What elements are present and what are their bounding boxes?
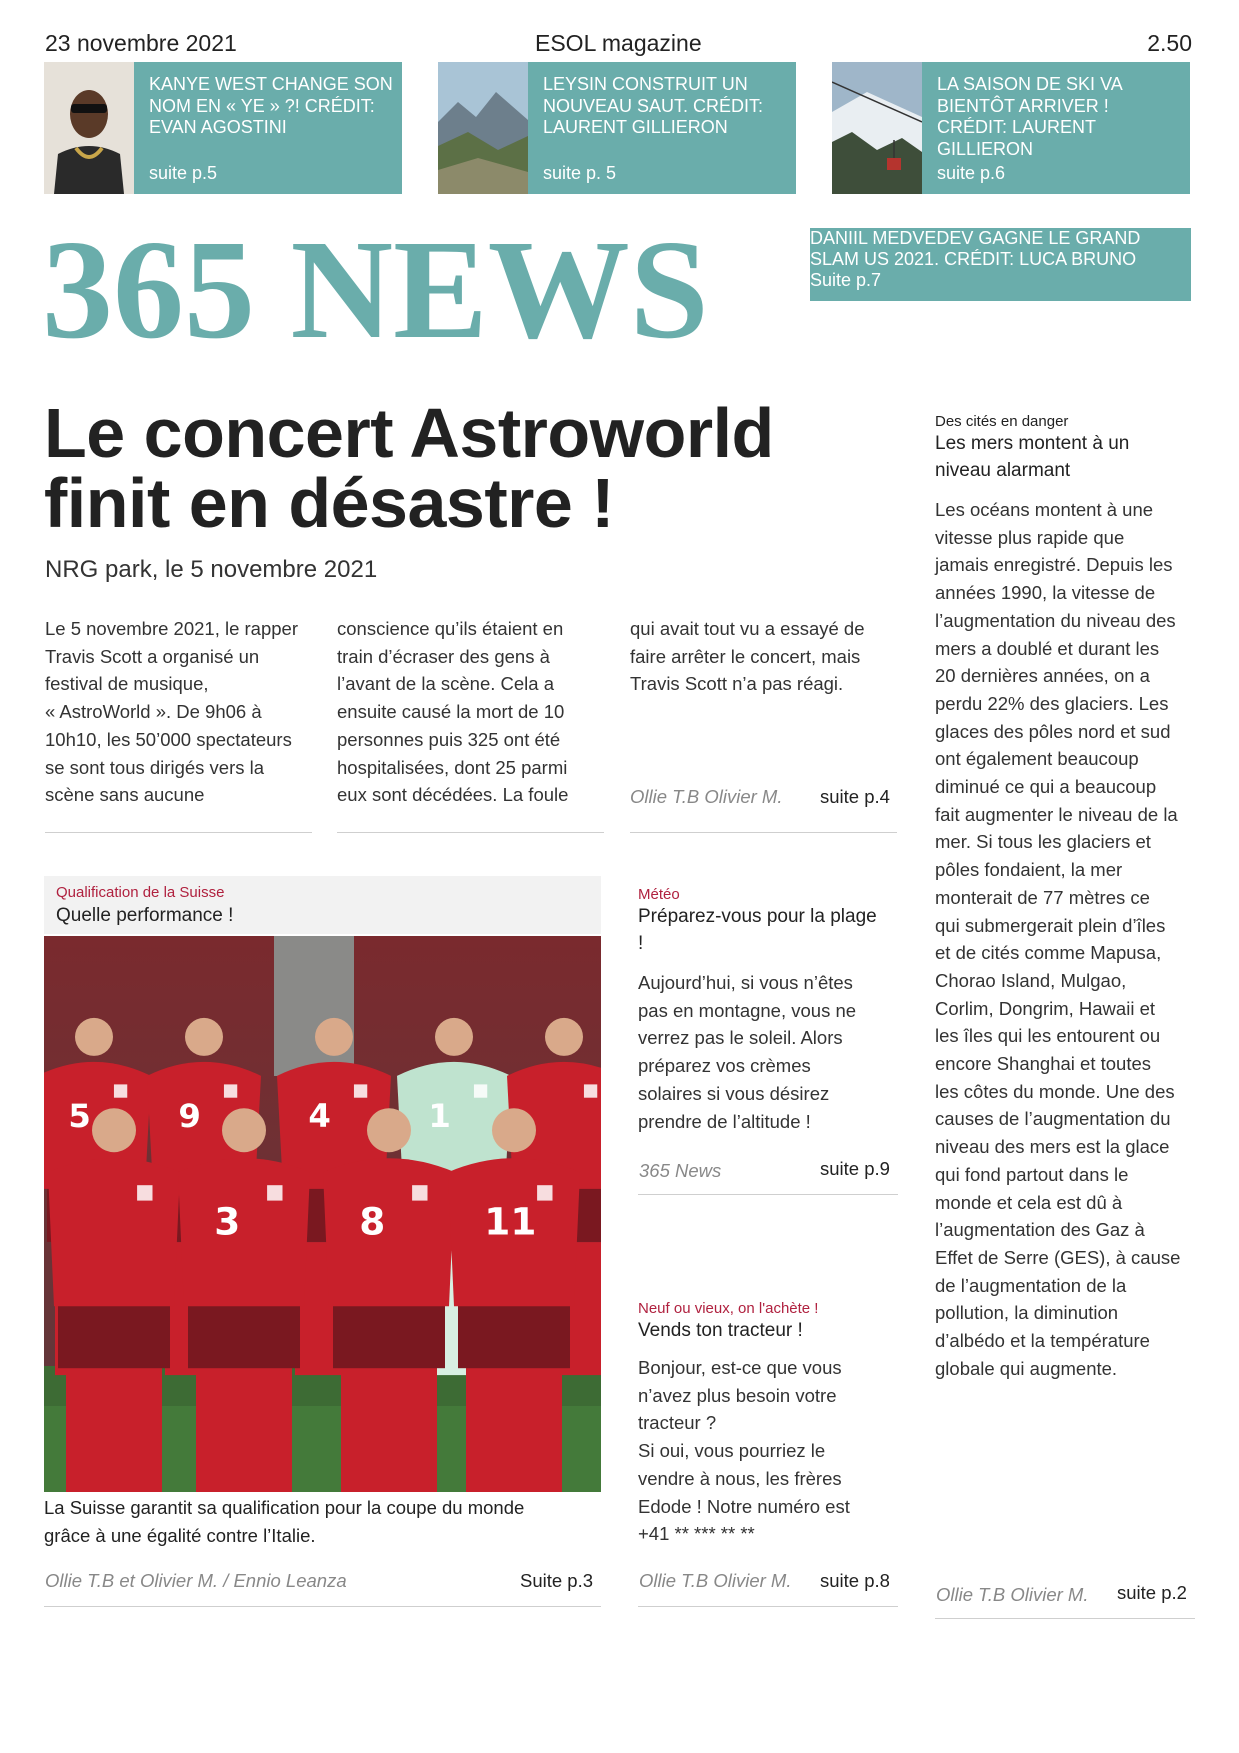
lead-suite-link[interactable]: suite p.4: [820, 786, 890, 807]
player: [448, 1108, 580, 1492]
teaser-text: DANIIL MEDVEDEV GAGNE LE GRAND SLAM US 2021. CRÉDIT: LUCA BRUNO: [810, 228, 1141, 269]
player: [178, 1108, 310, 1492]
meteo-kicker: Météo: [638, 886, 680, 903]
meteo-title: Préparez-vous pour la plage !: [638, 906, 877, 954]
tracteur-suite-link[interactable]: suite p.8: [820, 1570, 890, 1591]
divider: [337, 832, 604, 833]
teaser-text: LA SAISON DE SKI VA BIENTÔT ARRIVER ! CRÉDIT: LAURENT GILLIERON: [937, 74, 1122, 159]
mers-byline: Ollie T.B Olivier M.: [936, 1584, 1089, 1605]
divider: [630, 832, 897, 833]
suisse-header: [44, 876, 601, 934]
lead-dateline: NRG park, le 5 novembre 2021: [45, 556, 378, 583]
mers-title: Les mers montent à un niveau alarmant: [935, 433, 1130, 481]
jersey-number: 9: [178, 1097, 201, 1136]
suisse-caption: La Suisse garantit sa qualification pour la coupe du monde grâce à une égalité contre l’Italie.: [44, 1497, 525, 1546]
mers-suite-link[interactable]: suite p.2: [1117, 1582, 1187, 1603]
suisse-title: Quelle performance !: [56, 905, 234, 926]
mers-body: Les océans montent à une vitesse plus rapide que jamais enregistré. Depuis les années 1990, la vitesse de l’augmentation du niveau des mers a doublé et durant les 20 dernières années, on a perdu 22% des glaciers. Les glaces des pôles nord et sud ont également beaucoup diminué ce qui a beaucoup fait augmenter le niveau de la mer. Si tous les glaciers et pôles fondaient, la mer monterait de 77 mètres ce qui submergerait plein d’îles et de cités comme Mapusa, Chorao Island, Mulgao, Corlim, Dongrim, Hawaii et les îles qui les entourent ou encore Shanghai et toutes les côtes du monde. Une des causes de l’augmentation du niveau des mers est la glace qui fond partout dans le monde et cela est dû à l’augmentation des Gaz à Effet de Serre (GES), à cause de l’augmentation de la pollution, la diminution d’albédo et la température globale qui augmente.: [935, 499, 1181, 1379]
team-photo: [44, 936, 601, 1492]
lead-column-2: conscience qu’ils étaient en train d’écraser des gens à l’avant de la scène. Cela a ensuite causé la mort de 10 personnes puis 325 ont été hospitalisées, dont 25 parmi eux sont décédées. La foule: [337, 618, 569, 806]
jersey-number: 3: [214, 1199, 241, 1244]
lead-headline: Le concert Astroworld finit en désastre !: [44, 394, 774, 542]
meteo-body: Aujourd’hui, si vous n’êtes pas en montagne, vous ne verrez pas le soleil. Alors préparez vos crèmes solaires si vous désirez prendre de l’altitude !: [638, 972, 857, 1132]
divider: [935, 1618, 1195, 1619]
teaser-suite: suite p. 5: [543, 163, 617, 183]
jersey-number: 1: [428, 1097, 451, 1136]
teaser-text: KANYE WEST CHANGE SON NOM EN « YE » ?! CRÉDIT: EVAN AGOSTINI: [149, 74, 393, 137]
ski-lift-photo: [832, 62, 922, 194]
teaser-suite: suite p.6: [937, 163, 1006, 183]
tracteur-byline: Ollie T.B Olivier M.: [639, 1570, 792, 1591]
meteo-byline: 365 News: [639, 1160, 722, 1181]
teaser-kanye[interactable]: [44, 62, 402, 194]
meteo-suite-link[interactable]: suite p.9: [820, 1158, 890, 1179]
jersey-number: 8: [359, 1199, 386, 1244]
suisse-kicker: Qualification de la Suisse: [56, 884, 225, 901]
mountain-photo: [438, 62, 528, 194]
divider: [638, 1194, 898, 1195]
teaser-leysin[interactable]: [438, 62, 796, 194]
lead-column-1: Le 5 novembre 2021, le rapper Travis Scott a organisé un festival de musique, « AstroWorld ». De 9h06 à 10h10, les 50’000 spectateurs se sont tous dirigés vers la scène sans aucune: [45, 618, 299, 806]
jersey-number: 5: [68, 1097, 91, 1136]
player: [323, 1108, 455, 1492]
teaser-suite: suite p.5: [149, 163, 218, 183]
mers-kicker: Des cités en danger: [935, 413, 1069, 430]
divider: [45, 832, 312, 833]
magazine-name: ESOL magazine: [535, 30, 702, 56]
teaser-medvedev[interactable]: [810, 228, 1191, 301]
tracteur-title: Vends ton tracteur !: [638, 1320, 803, 1341]
divider: [44, 1606, 601, 1607]
teaser-ski[interactable]: [832, 62, 1190, 194]
teaser-suite: Suite p.7: [810, 270, 882, 290]
divider: [638, 1606, 898, 1607]
suisse-byline: Ollie T.B et Olivier M. / Ennio Leanza: [45, 1570, 347, 1591]
suisse-suite-link[interactable]: Suite p.3: [520, 1570, 594, 1591]
portrait-photo: [44, 62, 134, 194]
lead-column-3: qui avait tout vu a essayé de faire arrêter le concert, mais Travis Scott n’a pas réagi.: [630, 618, 865, 695]
lead-byline: Ollie T.B Olivier M.: [630, 786, 783, 807]
teaser-text: LEYSIN CONSTRUIT UN NOUVEAU SAUT. CRÉDIT: LAURENT GILLIERON: [543, 74, 764, 137]
issue-price: 2.50: [1147, 30, 1192, 56]
jersey-number: 4: [308, 1097, 331, 1136]
tracteur-body: Bonjour, est-ce que vous n’avez plus besoin votre tracteur ? Si oui, vous pourriez le vendre à nous, les frères Edode ! Notre numéro est +41 ** *** ** **: [638, 1357, 850, 1545]
tracteur-kicker: Neuf ou vieux, on l'achète !: [638, 1300, 819, 1317]
masthead: 365 NEWS: [42, 210, 709, 368]
player: [48, 1108, 180, 1492]
jersey-number: 11: [484, 1199, 537, 1244]
issue-date: 23 novembre 2021: [45, 30, 237, 56]
